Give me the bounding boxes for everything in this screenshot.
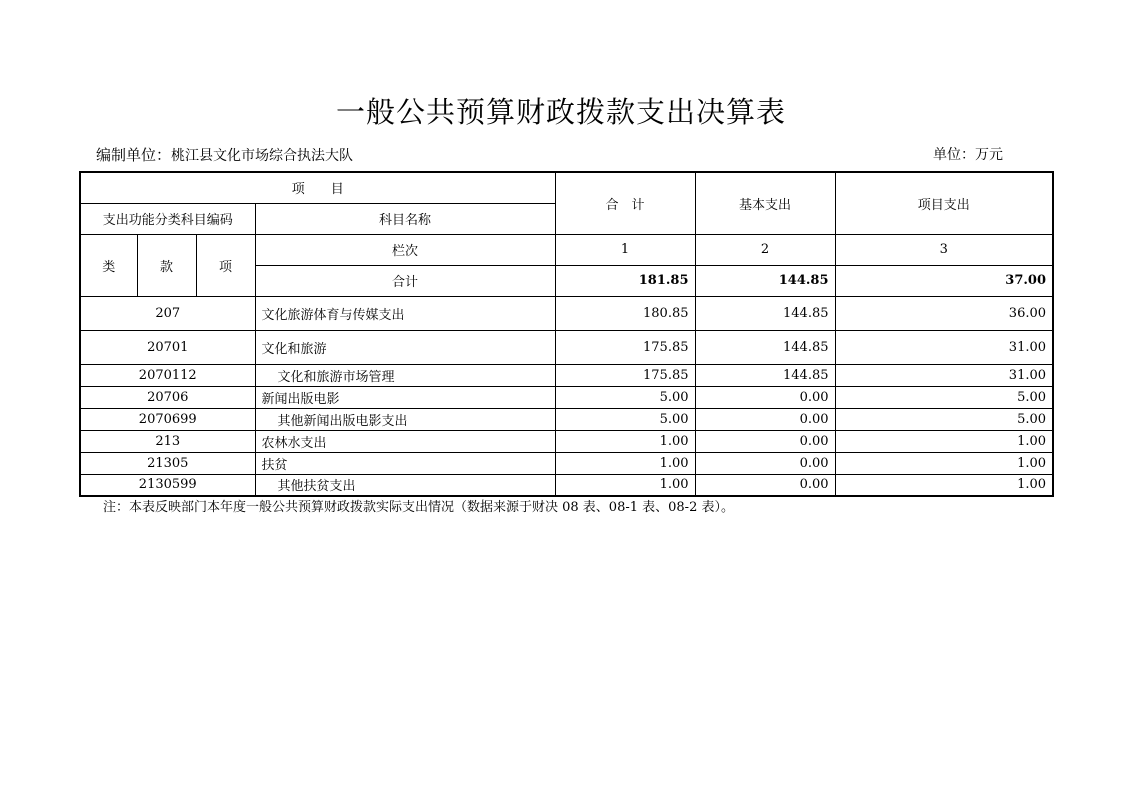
header-basic: 基本支出 [695,172,835,234]
row-project: 31.00 [835,330,1053,364]
row-project: 1.00 [835,474,1053,496]
column-number-1: 1 [555,234,695,265]
header-lei: 类 [80,234,137,296]
table-row [80,430,1053,452]
row-total: 5.00 [555,408,695,430]
row-subject-name: 其他扶贫支出 [255,474,555,496]
row-subject-name: 文化和旅游 [255,330,555,364]
row-basic: 144.85 [695,296,835,330]
header-project: 项 目 [80,172,555,203]
currency-unit: 单位：万元 [933,147,1003,163]
header-total: 合 计 [555,172,695,234]
row-total: 1.00 [555,430,695,452]
row-total: 175.85 [555,330,695,364]
row-code: 2070699 [80,408,255,430]
row-project: 31.00 [835,364,1053,386]
row-basic: 0.00 [695,408,835,430]
row-project: 5.00 [835,386,1053,408]
table-row [80,452,1053,474]
header-subject-name: 科目名称 [255,203,555,234]
row-project: 1.00 [835,452,1053,474]
row-project: 5.00 [835,408,1053,430]
row-subject-name: 文化旅游体育与传媒支出 [255,296,555,330]
table-row [80,296,1053,330]
total-row-project: 37.00 [835,265,1053,296]
page-title: 一般公共预算财政拨款支出决算表 [335,95,786,129]
row-basic: 0.00 [695,386,835,408]
row-code: 20701 [80,330,255,364]
table-row [80,408,1053,430]
header-kuan: 款 [137,234,196,296]
row-basic: 0.00 [695,474,835,496]
row-subject-name: 其他新闻出版电影支出 [255,408,555,430]
header-xiang: 项 [196,234,255,296]
row-code: 207 [80,296,255,330]
header-lanci: 栏次 [255,234,555,265]
compiling-unit-label: 编制单位： [96,146,172,164]
header-code-group: 支出功能分类科目编码 [80,203,255,234]
row-total: 1.00 [555,474,695,496]
table-row [80,386,1053,408]
row-project: 36.00 [835,296,1053,330]
row-basic: 144.85 [695,330,835,364]
row-basic: 144.85 [695,364,835,386]
compiling-unit-value: 桃江县文化市场综合执法大队 [171,148,354,164]
row-code: 2130599 [80,474,255,496]
row-total: 180.85 [555,296,695,330]
row-project: 1.00 [835,430,1053,452]
column-number-3: 3 [835,234,1053,265]
column-number-2: 2 [695,234,835,265]
row-basic: 0.00 [695,430,835,452]
table-row [80,474,1053,496]
row-code: 213 [80,430,255,452]
row-code: 21305 [80,452,255,474]
table-row [80,330,1053,364]
total-row-label: 合计 [255,265,555,296]
row-total: 5.00 [555,386,695,408]
total-row-basic: 144.85 [695,265,835,296]
row-basic: 0.00 [695,452,835,474]
row-total: 175.85 [555,364,695,386]
row-subject-name: 新闻出版电影 [255,386,555,408]
row-total: 1.00 [555,452,695,474]
total-row-total: 181.85 [555,265,695,296]
header-project-expense: 项目支出 [835,172,1053,234]
row-subject-name: 文化和旅游市场管理 [255,364,555,386]
compiling-unit [96,145,353,166]
row-subject-name: 农林水支出 [255,430,555,452]
table-row [80,364,1053,386]
row-code: 20706 [80,386,255,408]
row-subject-name: 扶贫 [255,452,555,474]
expenditure-table [79,171,1054,497]
row-code: 2070112 [80,364,255,386]
footnote: 注：本表反映部门本年度一般公共预算财政拨款实际支出情况（数据来源于财决 08 表、08-1 表、08-2 表）。 [103,500,734,515]
